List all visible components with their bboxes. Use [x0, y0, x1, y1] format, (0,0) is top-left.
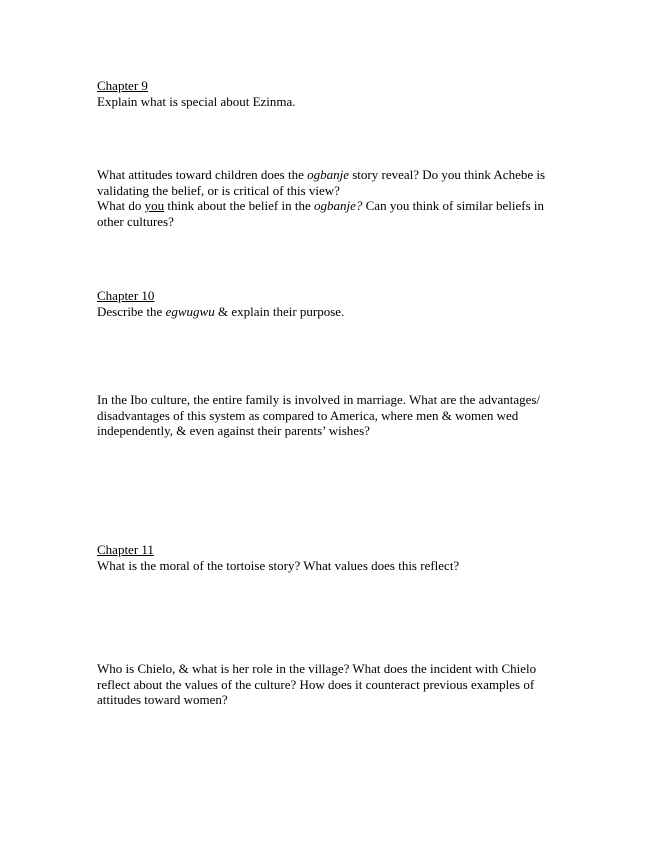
chapter-9-question-1: Explain what is special about Ezinma. [97, 93, 296, 109]
chapter-10-section [97, 288, 567, 319]
chapter-10-question-1 [97, 304, 567, 320]
chapter-11-section [97, 542, 567, 573]
ogbanje-term: ogbanje [307, 167, 349, 182]
chapter-9-heading: Chapter 9 [97, 78, 148, 93]
egwugwu-term: egwugwu [165, 303, 215, 319]
question-text: & explain their purpose. [214, 303, 345, 319]
you-emphasis: you [144, 198, 165, 213]
question-text: think about the belief in the [164, 198, 314, 213]
chapter-9-questions-2-3 [97, 167, 567, 229]
chapter-11-question-2: Who is Chielo, & what is her role in the village? What does the incident with Chielo reflect about the values of the culture? How does it counteract previous examples of attitudes toward women? [97, 661, 537, 707]
question-text: Can you think of similar beliefs in other cultures? [97, 198, 544, 229]
chapter-9-question-3 [97, 198, 567, 229]
chapter-10-question-2: In the Ibo culture, the entire family is involved in marriage. What are the advantages/ disadvantages of this system as compared to America, where men & women wed independently, & even against their parents’ wishes? [97, 392, 541, 438]
question-text: story reveal? Do you think Achebe is validating the belief, or is critical of this view? [97, 167, 546, 198]
chapter-11-question-2-block [97, 661, 567, 708]
chapter-9-section [97, 78, 567, 109]
question-text: What attitudes toward children does the [97, 167, 308, 182]
chapter-9-question-2 [97, 167, 567, 198]
chapter-10-question-2-block [97, 392, 567, 439]
question-text: Describe the [97, 303, 166, 319]
chapter-10-heading: Chapter 10 [97, 288, 155, 303]
question-text: What do [97, 198, 145, 213]
ogbanje-term: ogbanje? [313, 198, 363, 213]
chapter-11-heading: Chapter 11 [97, 542, 154, 557]
chapter-11-question-1: What is the moral of the tortoise story? What values does this reflect? [97, 557, 460, 573]
